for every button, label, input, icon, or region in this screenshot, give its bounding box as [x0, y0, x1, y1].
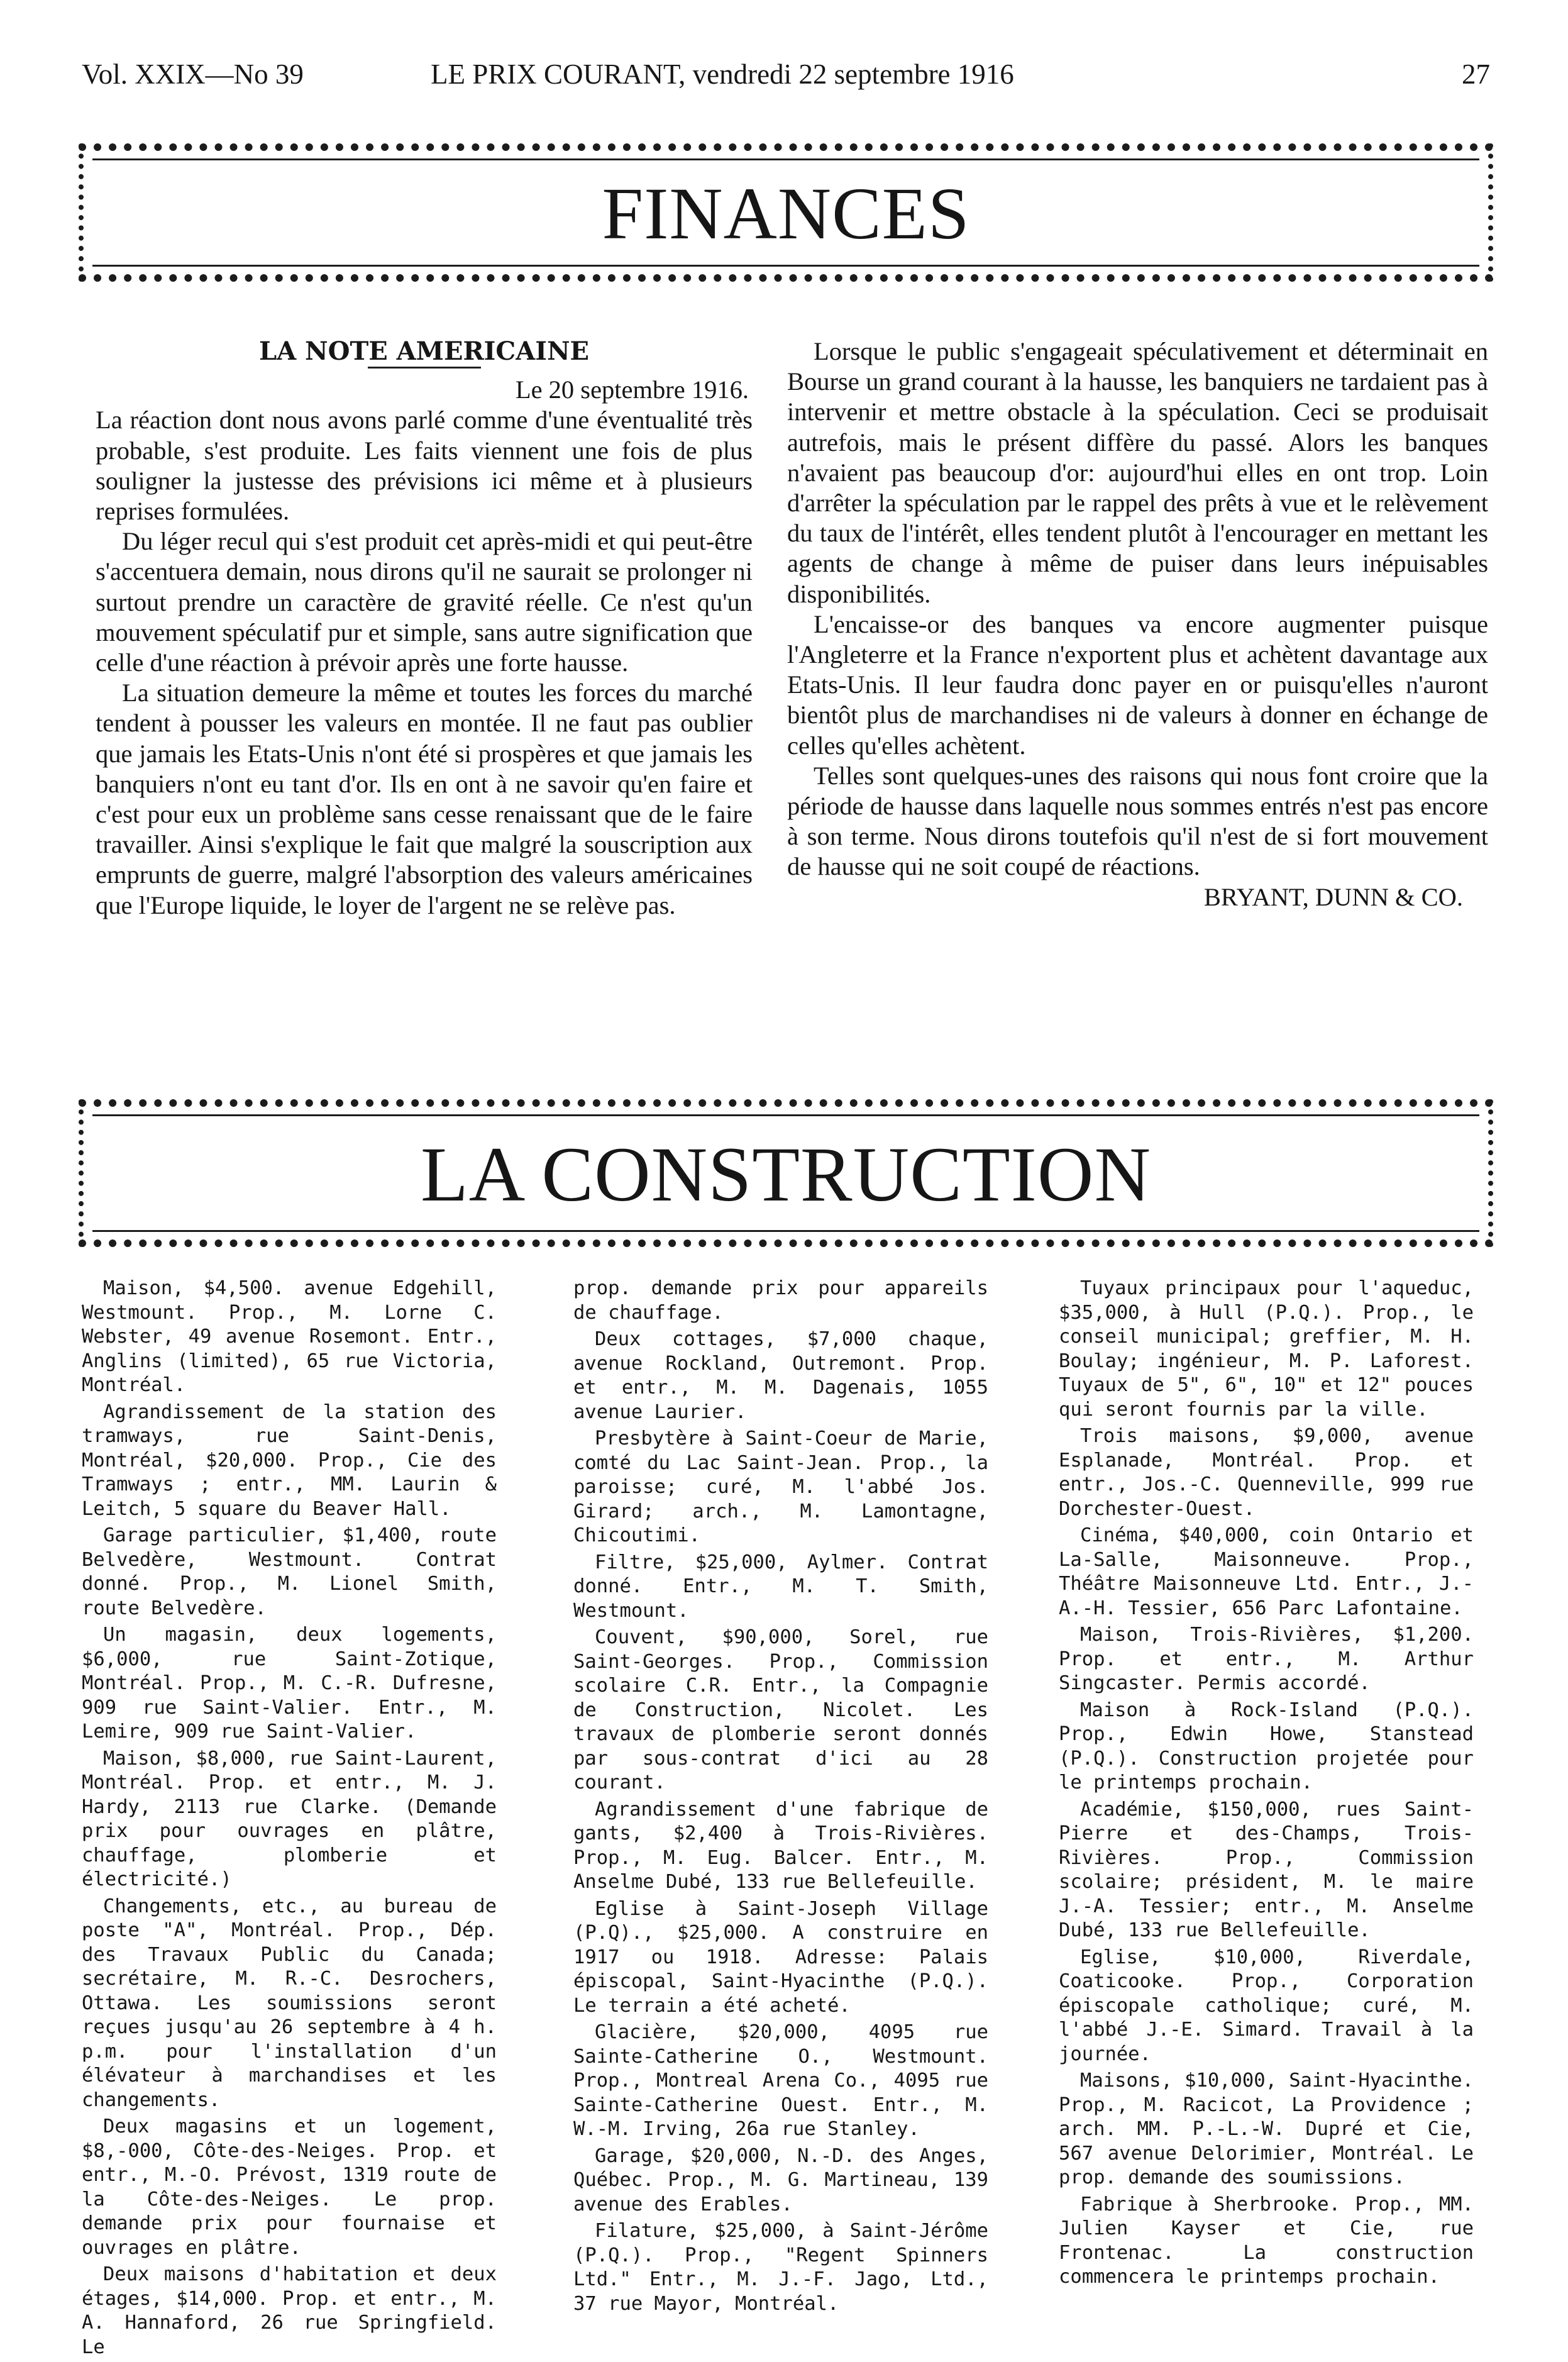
construction-entry: Maison à Rock-Island (P.Q.). Prop., Edwin Howe, Stanstead (P.Q.). Construction projetée pour le printemps prochain.	[1059, 1699, 1474, 1794]
finances-banner	[79, 143, 1493, 282]
paragraph: La réaction dont nous avons parlé comme d'une éventualité très probable, s'est produite. Les faits viennent une fois de plus souligner la justesse des prévisions ici même et à plusieurs reprises formulées.	[96, 406, 753, 526]
paragraph: L'encaisse-or des banques va encore augmenter puisque l'Angleterre et la France n'exportent plus et achètent davantage aux Etats-Unis. Il leur faudra donc payer en or puisqu'elles n'auront bientôt plus de marchandises ni de valeurs à donner en échange de celles qu'elles achètent.	[787, 609, 1488, 760]
construction-heading: LA CONSTRUCTION	[420, 1131, 1152, 1217]
construction-column-1	[82, 1277, 497, 2362]
construction-banner	[79, 1099, 1493, 1247]
construction-entry: Maison, $4,500. avenue Edgehill, Westmount. Prop., M. Lorne C. Webster, 49 avenue Rosemont. Entr., Anglins (limited), 65 rue Victoria, Montréal.	[82, 1277, 497, 1396]
construction-entry: Filature, $25,000, à Saint-Jérôme (P.Q.). Prop., "Regent Spinners Ltd." Entr., M. J.-F. Jago, Ltd., 37 rue Mayor, Montréal.	[573, 2220, 988, 2315]
construction-entry: Agrandissement d'une fabrique de gants, $2,400 à Trois-Rivières. Prop., M. Eug. Balcer. Entr., M. Anselme Dubé, 133 rue Bellefeuille.	[573, 1798, 988, 1893]
construction-column-2	[573, 1277, 988, 2319]
construction-entry: Presbytère à Saint-Coeur de Marie, comté du Lac Saint-Jean. Prop., la paroisse; curé, M. l'abbé Jos. Girard; arch., M. Lamontagne, Chicoutimi.	[573, 1428, 988, 1546]
construction-entry: Garage particulier, $1,400, route Belvedère, Westmount. Contrat donné. Prop., M. Lionel Smith, route Belvedère.	[82, 1524, 497, 1619]
construction-entry: Glacière, $20,000, 4095 rue Sainte-Catherine O., Westmount. Prop., Montreal Arena Co., 4095 rue Sainte-Catherine Ouest. Entr., M. W.-M. Irving, 26a rue Stanley.	[573, 2021, 988, 2140]
finances-left-column	[96, 336, 753, 921]
construction-entry: Deux cottages, $7,000 chaque, avenue Rockland, Outremont. Prop. et entr., M. M. Dagenais, 1055 avenue Laurier.	[573, 1328, 988, 1423]
paragraph: Du léger recul qui s'est produit cet après-midi et qui peut-être s'accentuera demain, nous dirons qu'il ne saurait se prolonger ni surtout prendre un caractère de gravité réelle. Ce n'est qu'un mouvement spéculatif pur et simple, sans autre signification que celle d'une réaction à prévoir après une forte hausse.	[96, 527, 753, 677]
publication-title: LE PRIX COURANT, vendredi 22 septembre 1916	[431, 58, 1014, 90]
construction-entry: Deux maisons d'habitation et deux étages, $14,000. Prop. et entr., M. A. Hannaford, 26 rue Springfield. Le	[82, 2263, 497, 2358]
construction-entry: Changements, etc., au bureau de poste "A", Montréal. Prop., Dép. des Travaux Public du Canada; secrétaire, M. R.-C. Desrochers, Ottawa. Les soumissions seront reçues jusqu'au 26 septembre à 4 h. p.m. pour l'installation d'un élévateur à marchandises et les changements.	[82, 1895, 497, 2111]
construction-entry: Eglise, $10,000, Riverdale, Coaticooke. Prop., Corporation épiscopale catholique; curé, M. l'abbé J.-E. Simard. Travail à la journée.	[1059, 1946, 1474, 2065]
construction-entry: Agrandissement de la station des tramways, rue Saint-Denis, Montréal, $20,000. Prop., Cie des Tramways ; entr., MM. Laurin & Leitch, 5 square du Beaver Hall.	[82, 1400, 497, 1520]
dateline: Le 20 septembre 1916.	[515, 375, 749, 404]
construction-entry: Tuyaux principaux pour l'aqueduc, $35,000, à Hull (P.Q.). Prop., le conseil municipal; greffier, M. H. Boulay; ingénieur, M. P. Laforest. Tuyaux de 5", 6", 10" et 12" pouces qui seront fournis par la ville.	[1059, 1277, 1474, 1421]
construction-entry: Filtre, $25,000, Aylmer. Contrat donné. Entr., M. T. Smith, Westmount.	[573, 1551, 988, 1622]
paragraph: Lorsque le public s'engageait spéculativement et déterminait en Bourse un grand courant à la hausse, les banquiers ne tardaient pas à intervenir et mettre obstacle à la spéculation. Ceci se produisait autrefois, mais le présent diffère du passé. Alors les banques n'avaient pas beaucoup d'or: aujourd'hui elles en ont trop. Loin d'arrêter la spéculation par le rappel des prêts à vue et le relèvement du taux de l'intérêt, elles tendent plutôt à l'encourager en mettant les agents de change à même de puiser dans leurs inépuisables disponibilités.	[787, 337, 1488, 608]
article-title: LA NOTE AMERICAINE	[258, 336, 590, 366]
construction-entry: Maisons, $10,000, Saint-Hyacinthe. Prop., M. Racicot, La Providence ; arch. MM. P.-L.-W. Dupré et Cie, 567 avenue Delorimier, Montréal. Le prop. demande des soumissions.	[1059, 2070, 1474, 2188]
page-header	[82, 58, 1490, 102]
page-number: 27	[1462, 58, 1490, 90]
construction-entry: Fabrique à Sherbrooke. Prop., MM. Julien Kayser et Cie, rue Frontenac. La construction commencera le printemps prochain.	[1059, 2193, 1474, 2288]
paragraph: La situation demeure la même et toutes les forces du marché tendent à pousser les valeurs en montée. Il ne faut pas oublier que jamais les Etats-Unis n'ont été si prospères et que jamais les banquiers n'ont eu tant d'or. Ils en ont à ne savoir qu'en faire et c'est pour eux un problème sans cesse renaissant que de le faire travailler. Ainsi s'explique le fait que malgré la souscription aux emprunts de guerre, malgré l'absorption des valeurs américaines que l'Europe liquide, le loyer de l'argent ne se relève pas.	[96, 679, 753, 919]
construction-entry: Trois maisons, $9,000, avenue Esplanade, Montréal. Prop. et entr., Jos.-C. Quenneville, 999 rue Dorchester-Ouest.	[1059, 1425, 1474, 1520]
construction-entry-continued: prop. demande prix pour appareils de chauffage.	[573, 1277, 988, 1324]
construction-entry: Couvent, $90,000, Sorel, rue Saint-Georges. Prop., Commission scolaire C.R. Entr., la Compagnie de Construction, Nicolet. Les travaux de plomberie seront donnés par sous-contrat d'ici au 28 courant.	[573, 1626, 988, 1794]
construction-entry: Maison, $8,000, rue Saint-Laurent, Montréal. Prop. et entr., M. J. Hardy, 2113 rue Clarke. (Demande prix pour ouvrages en plâtre, chauffage, plomberie et électricité.)	[82, 1747, 497, 1890]
construction-entry: Un magasin, deux logements, $6,000, rue Saint-Zotique, Montréal. Prop., M. C.-R. Dufresne, 909 rue Saint-Valier. Entr., M. Lemire, 909 rue Saint-Valier.	[82, 1624, 497, 1743]
title-rule	[368, 367, 481, 369]
signature: BRYANT, DUNN & CO.	[1203, 882, 1463, 911]
construction-entry: Cinéma, $40,000, coin Ontario et La-Salle, Maisonneuve. Prop., Théâtre Maisonneuve Ltd. Entr., J.-A.-H. Tessier, 656 Parc Lafontaine.	[1059, 1524, 1474, 1619]
construction-entry: Garage, $20,000, N.-D. des Anges, Québec. Prop., M. G. Martineau, 139 avenue des Erables.	[573, 2144, 988, 2215]
construction-entry: Deux magasins et un logement, $8,-000, Côte-des-Neiges. Prop. et entr., M.-O. Prévost, 1319 route de la Côte-des-Neiges. Le prop. demande prix pour fournaise et ouvrages en plâtre.	[82, 2115, 497, 2259]
paragraph: Telles sont quelques-unes des raisons qui nous font croire que la période de hausse dans laquelle nous sommes entrés n'est pas encore à son terme. Nous dirons toutefois qu'il n'est de si fort mouvement de hausse qui ne soit coupé de réactions.	[787, 761, 1488, 881]
volume-number: Vol. XXIX—No 39	[82, 58, 304, 90]
construction-entry: Eglise à Saint-Joseph Village (P.Q)., $25,000. A construire en 1917 ou 1918. Adresse: Palais épiscopal, Saint-Hyacinthe (P.Q.). Le terrain a été acheté.	[573, 1897, 988, 2017]
construction-column-3	[1059, 1277, 1474, 2292]
finances-heading: FINANCES	[602, 172, 970, 255]
construction-entry: Maison, Trois-Rivières, $1,200. Prop. et entr., M. Arthur Singcaster. Permis accordé.	[1059, 1624, 1474, 1694]
finances-right-column	[787, 336, 1488, 912]
construction-entry: Académie, $150,000, rues Saint-Pierre et des-Champs, Trois-Rivières. Prop., Commission scolaire; président, M. le maire J.-A. Tessier; entr., M. Anselme Dubé, 133 rue Bellefeuille.	[1059, 1798, 1474, 1941]
